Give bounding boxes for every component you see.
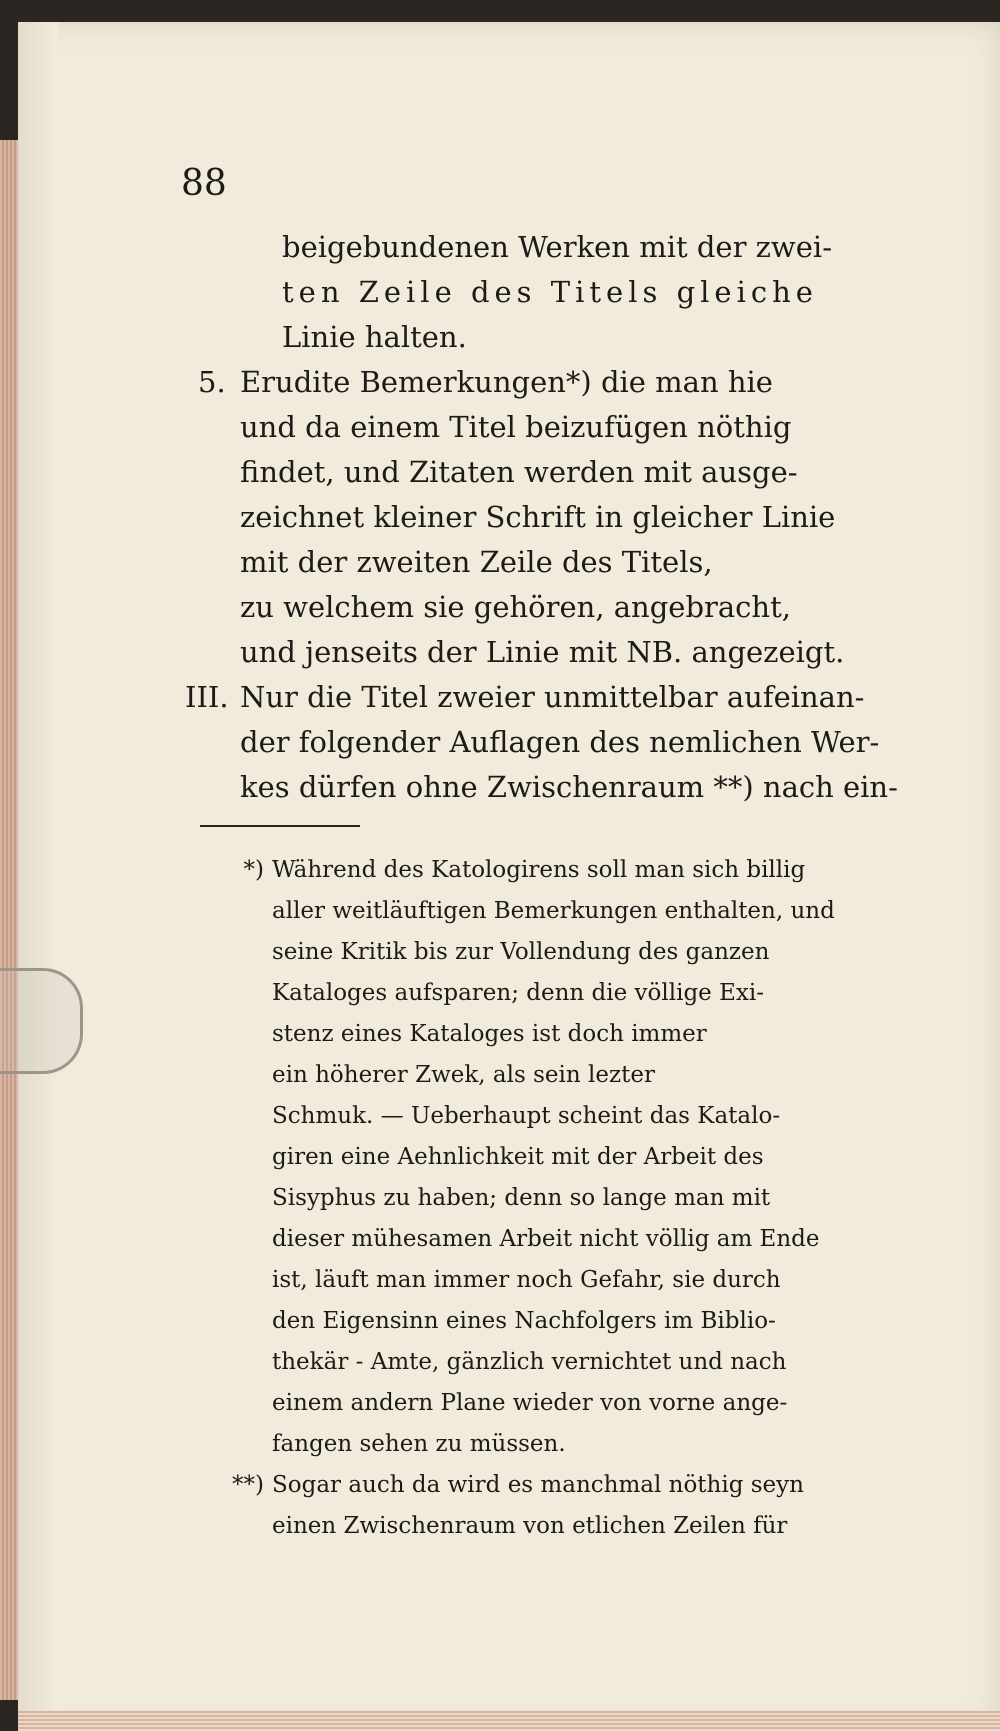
item-number: III. [185, 680, 229, 714]
text-line: findet, und Zitaten werden mit ausge- [240, 455, 798, 489]
footnote-line: fangen sehen zu müssen. [272, 1431, 566, 1457]
footnote-line: stenz eines Kataloges ist doch immer [272, 1021, 707, 1047]
footnote-line: den Eigensinn eines Nachfolgers im Biblio- [272, 1308, 776, 1334]
text-line: Erudite Bemerkungen*) die man hie [240, 365, 773, 399]
text-line: und da einem Titel beizufügen nöthig [240, 410, 792, 444]
footnote-line: Schmuk. — Ueberhaupt scheint das Katalo- [272, 1103, 781, 1129]
text-line: zu welchem sie gehören, angebracht, [240, 590, 791, 624]
footnote-line: seine Kritik bis zur Vollendung des ganzen [272, 939, 770, 965]
text-line: Linie halten. [282, 320, 467, 354]
text-line: Nur die Titel zweier unmittelbar aufeinan- [240, 680, 865, 714]
footnote-1 [243, 850, 882, 891]
footnote-mark: **) [232, 1472, 264, 1498]
footnote-line: einem andern Plane wieder von vorne ange- [272, 1390, 788, 1416]
footnote-line: dieser mühesamen Arbeit nicht völlig am Ende [272, 1226, 820, 1252]
footnotes [232, 850, 882, 1547]
footnote-line: Sisyphus zu haben; denn so lange man mit [272, 1185, 771, 1211]
page-clip [0, 968, 83, 1074]
footnote-rule [200, 825, 360, 827]
text-line: zeichnet kleiner Schrift in gleicher Linie [240, 500, 836, 534]
list-item-5 [198, 360, 890, 405]
text-line: kes dürfen ohne Zwischenraum **) nach ein- [240, 770, 898, 804]
text-line: und jenseits der Linie mit NB. angezeigt. [240, 635, 845, 669]
page-bottom-edge [18, 1711, 1000, 1731]
footnote-2 [232, 1465, 882, 1506]
footnote-line: ist, läuft man immer noch Gefahr, sie durch [272, 1267, 781, 1293]
footnote-line: ein höherer Zwek, als sein lezter [272, 1062, 655, 1088]
text-line: mit der zweiten Zeile des Titels, [240, 545, 713, 579]
footnote-line: Während des Katologirens soll man sich billig [272, 857, 806, 883]
footnote-line: einen Zwischenraum von etlichen Zeilen für [272, 1513, 788, 1539]
text-line: der folgender Auflagen des nemlichen Wer- [240, 725, 880, 759]
footnote-mark: *) [243, 857, 264, 883]
item-number: 5. [198, 365, 226, 399]
footnote-line: Sogar auch da wird es manchmal nöthig seyn [272, 1472, 804, 1498]
footnote-line: giren eine Aehnlichkeit mit der Arbeit des [272, 1144, 764, 1170]
footnote-line: aller weitläuftigen Bemerkungen enthalten, und [272, 898, 835, 924]
main-text [185, 225, 898, 810]
footnote-line: thekär - Amte, gänzlich vernichtet und nach [272, 1349, 787, 1375]
list-item-III [185, 675, 890, 720]
footnote-line: Kataloges aufsparen; denn die völlige Exi- [272, 980, 764, 1006]
page-number: 88 [181, 163, 227, 204]
text-line: ten Zeile des Titels gleiche [282, 275, 818, 309]
text-line: beigebundenen Werken mit der zwei- [282, 230, 832, 264]
